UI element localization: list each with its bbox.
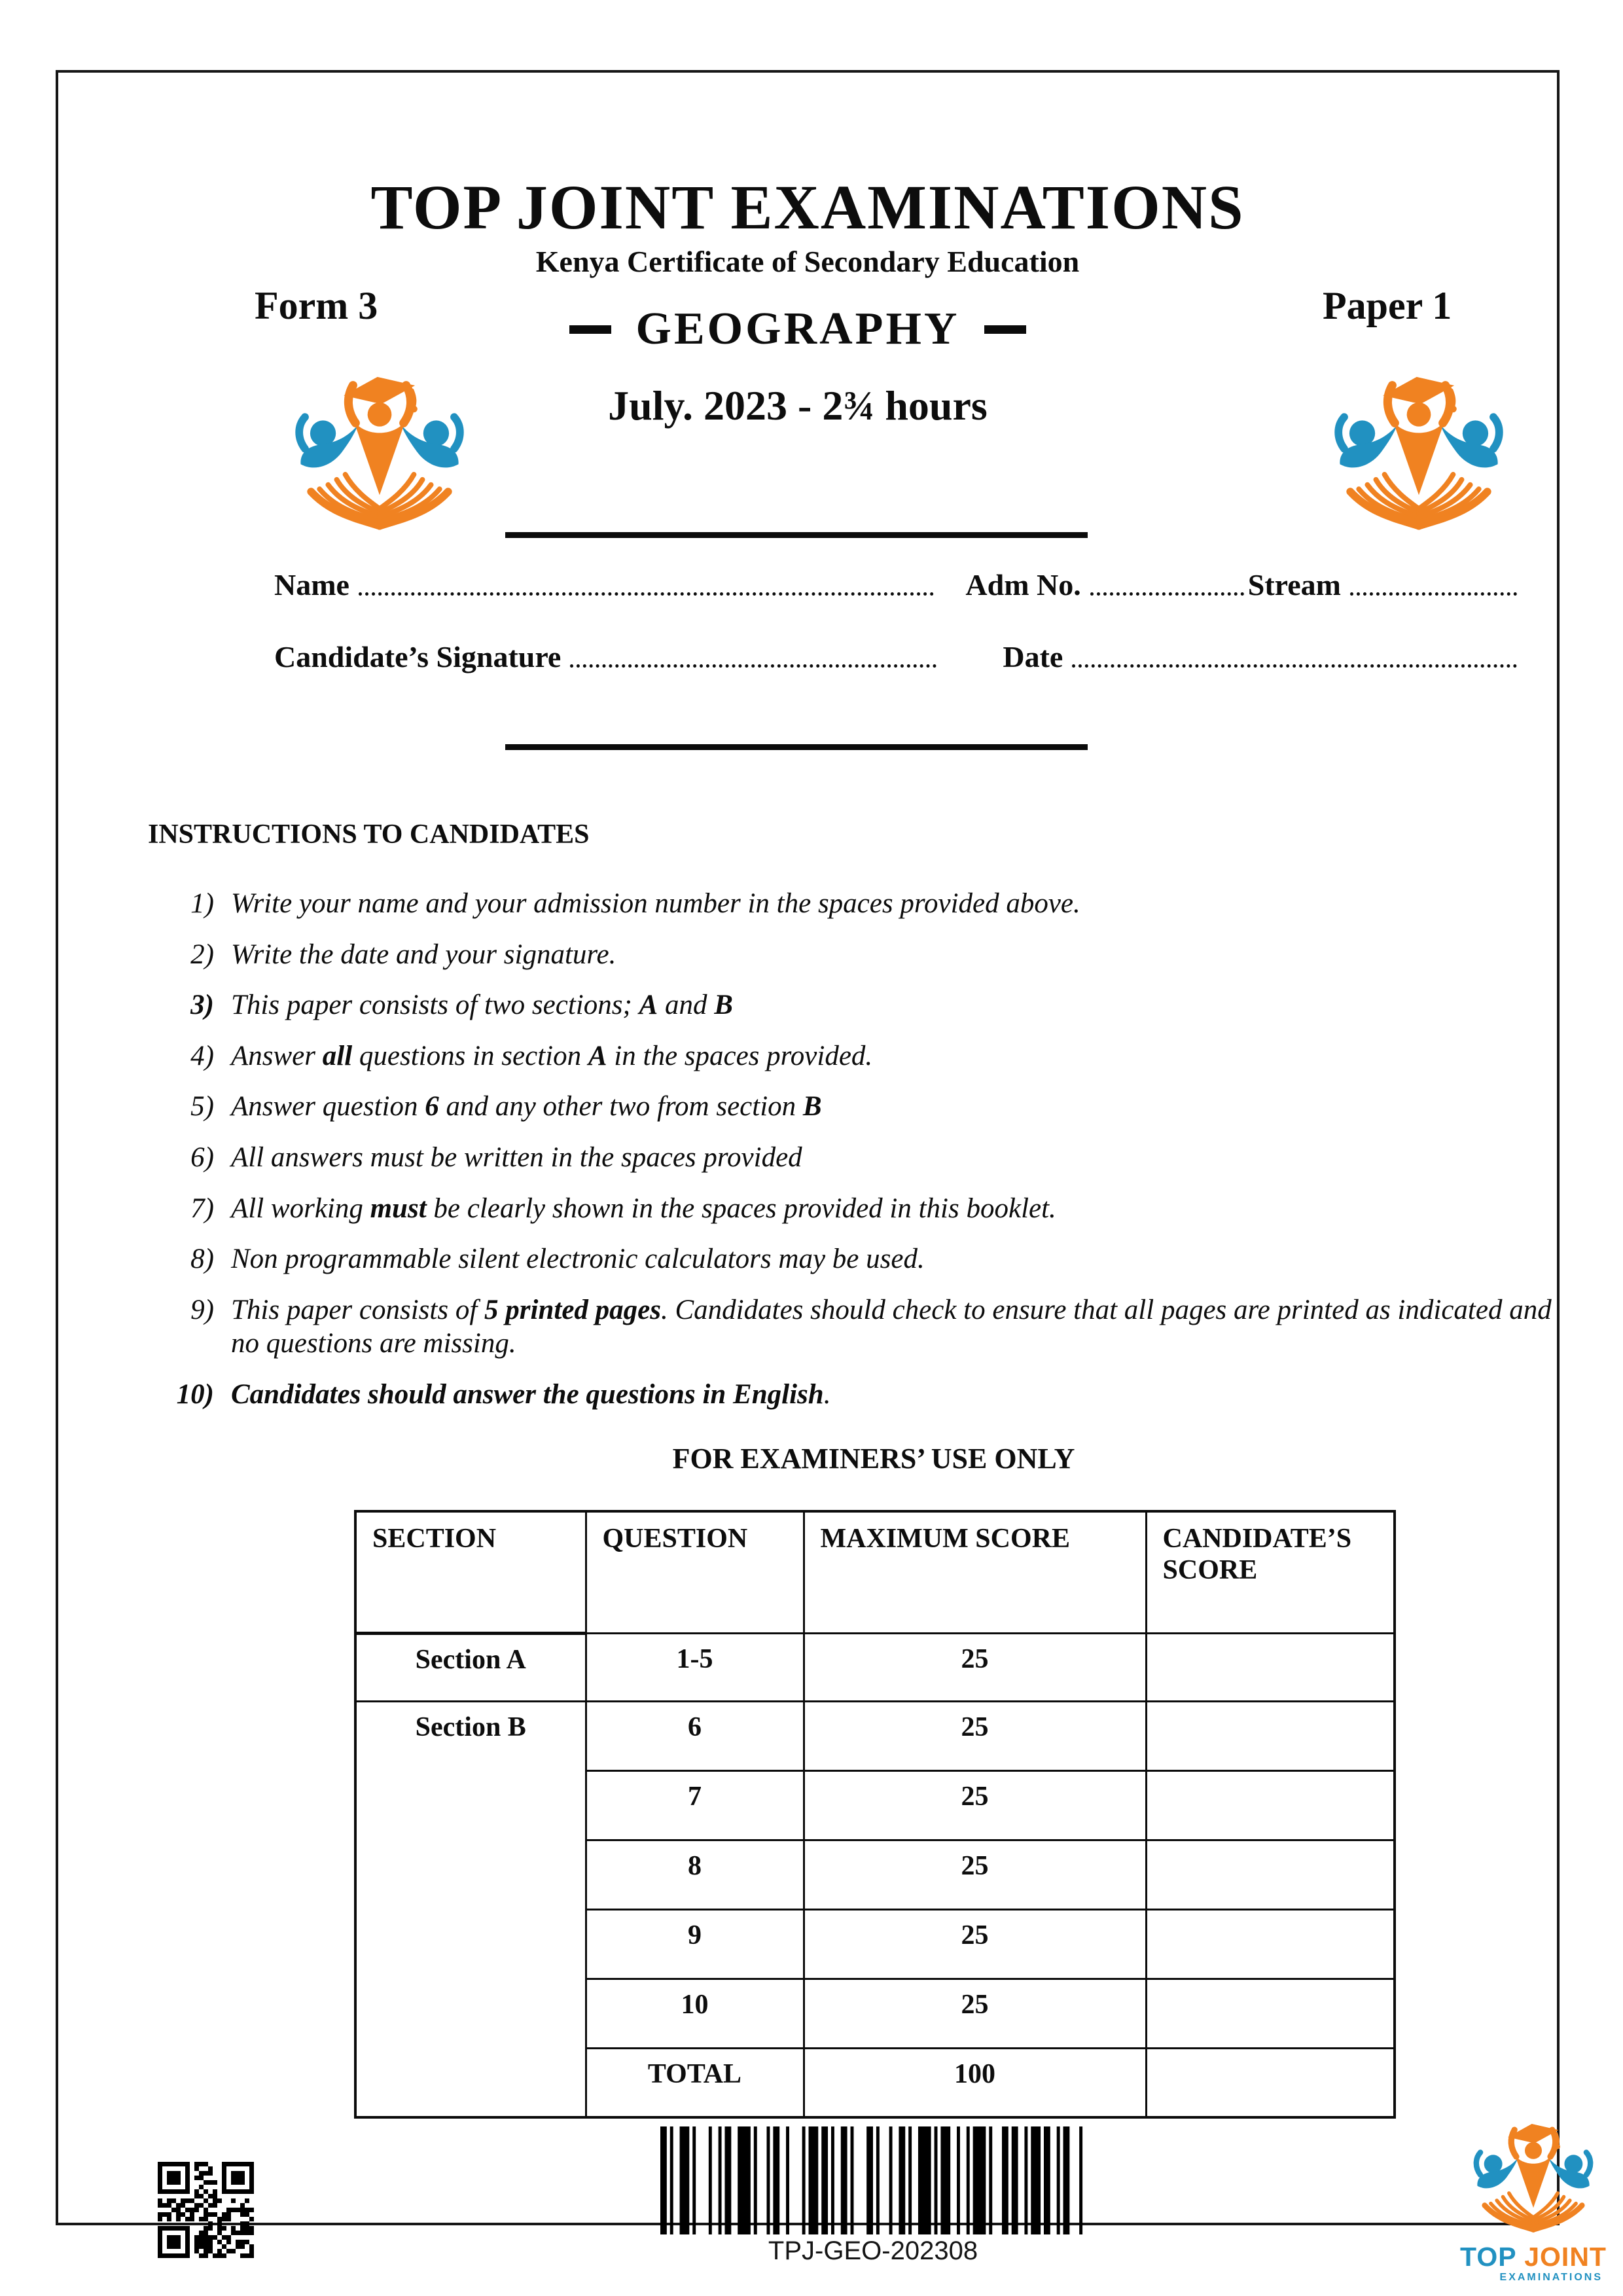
name-label: Name [274, 568, 349, 601]
max-score-cell: 25 [804, 1701, 1146, 1770]
instruction-item [156, 988, 1557, 1022]
instruction-item [156, 1293, 1557, 1361]
instruction-text: Write your name and your admission number in the spaces provided above. [231, 888, 1080, 919]
candidate-score-cell[interactable] [1146, 1979, 1395, 2048]
candidate-score-cell[interactable] [1146, 1633, 1395, 1701]
logo-word-joint: JOINT [1524, 2242, 1607, 2272]
max-score-cell: 25 [804, 1909, 1146, 1979]
question-cell: 8 [586, 1840, 804, 1909]
section-cell: Section A [355, 1633, 586, 1701]
top-joint-logo-icon [1333, 375, 1505, 542]
instruction-text: Candidates should answer the questions in English. [231, 1378, 831, 1410]
logo-left-mount [294, 375, 465, 542]
qr-code [158, 2162, 254, 2258]
col-header-max-score: MAXIMUM SCORE [804, 1511, 1146, 1633]
barcode-label: TPJ-GEO-202308 [768, 2236, 978, 2265]
candidate-details-row-1 [274, 567, 1521, 602]
instruction-item [156, 1378, 1557, 1412]
instruction-number: 8) [190, 1244, 214, 1275]
instruction-item [156, 1039, 1557, 1073]
candidate-details-row-2 [274, 639, 1521, 674]
exam-date-duration: July. 2023 - 2¾ hours [608, 382, 988, 429]
section-cell: Section B [355, 1701, 586, 2117]
subject-dash-right-icon [984, 325, 1026, 334]
section-divider-line [505, 744, 1088, 750]
examiners-table [354, 1510, 1396, 2119]
candidate-score-cell[interactable] [1146, 2048, 1395, 2117]
instruction-item [156, 1090, 1557, 1124]
candidate-score-cell[interactable] [1146, 1840, 1395, 1909]
instructions-list [156, 887, 1557, 1429]
question-cell: 9 [586, 1909, 804, 1979]
question-cell: 6 [586, 1701, 804, 1770]
bottom-logo-subtext: EXAMINATIONS [1499, 2272, 1603, 2284]
instruction-number: 5) [190, 1091, 214, 1122]
instruction-text: Write the date and your signature. [231, 939, 616, 970]
instruction-number: 1) [190, 888, 214, 919]
question-cell: 7 [586, 1770, 804, 1840]
instruction-text: Non programmable silent electronic calculators may be used. [231, 1244, 925, 1275]
instruction-item [156, 887, 1557, 921]
name-field[interactable] [359, 589, 934, 596]
instruction-number: 4) [190, 1040, 214, 1071]
paper-number: Paper 1 [1323, 284, 1452, 327]
certificate-subtitle: Kenya Certificate of Secondary Education [535, 245, 1080, 278]
instruction-text: All working must be clearly shown in the spaces provided in this booklet. [231, 1193, 1056, 1224]
form-level: Form 3 [255, 284, 378, 327]
max-score-cell: 100 [804, 2048, 1146, 2117]
subject-row [451, 303, 1145, 355]
signature-field[interactable] [570, 661, 936, 668]
question-cell: 10 [586, 1979, 804, 2048]
instruction-number: 7) [190, 1193, 214, 1224]
bottom-logo-icon-mount [1459, 2123, 1608, 2241]
date-field[interactable] [1072, 661, 1517, 668]
candidate-score-cell[interactable] [1146, 1909, 1395, 1979]
subject-title: GEOGRAPHY [635, 304, 960, 354]
instruction-item [156, 1141, 1557, 1175]
examiners-use-heading: FOR EXAMINERS’ USE ONLY [672, 1443, 1075, 1475]
top-joint-logo-icon [1472, 2123, 1594, 2241]
bottom-logo-wordmark [1459, 2244, 1608, 2270]
table-header-row [355, 1511, 1395, 1633]
instruction-item [156, 1242, 1557, 1276]
max-score-cell: 25 [804, 1770, 1146, 1840]
instruction-text: All answers must be written in the spaces provided [231, 1141, 802, 1173]
signature-label: Candidate’s Signature [274, 640, 562, 673]
col-header-section: SECTION [355, 1511, 586, 1633]
logo-word-top: TOP [1460, 2242, 1516, 2272]
instruction-text: This paper consists of two sections; A and B [231, 990, 733, 1021]
max-score-cell: 25 [804, 1840, 1146, 1909]
instruction-number: 3) [190, 990, 214, 1021]
barcode [660, 2126, 1086, 2234]
instruction-number: 6) [190, 1141, 214, 1173]
bottom-logo [1459, 2123, 1608, 2284]
instruction-text: Answer question 6 and any other two from section B [231, 1091, 822, 1122]
col-header-question: QUESTION [586, 1511, 804, 1633]
instruction-text: This paper consists of 5 printed pages. Candidates should check to ensure that all pages are printed as indicated and no questions are missing. [231, 1294, 1552, 1359]
instructions-heading: INSTRUCTIONS TO CANDIDATES [148, 819, 590, 850]
examiners-table-wrap [354, 1510, 1393, 2119]
instruction-number: 9) [190, 1294, 214, 1325]
date-label: Date [1003, 640, 1063, 673]
adm-no-field[interactable] [1090, 589, 1244, 596]
top-joint-logo-icon [294, 375, 465, 542]
question-cell: TOTAL [586, 2048, 804, 2117]
stream-label: Stream [1247, 568, 1341, 601]
table-row [355, 1633, 1395, 1701]
page-border-frame [56, 70, 1607, 2284]
adm-no-label: Adm No. [965, 568, 1081, 601]
table-row [355, 1701, 1395, 1770]
instruction-item [156, 1192, 1557, 1226]
instruction-text: Answer all questions in section A in the spaces provided. [231, 1040, 873, 1071]
exam-body-title: TOP JOINT EXAMINATIONS [370, 172, 1245, 242]
instruction-number: 2) [190, 939, 214, 970]
question-cell: 1-5 [586, 1633, 804, 1701]
header-divider-line [505, 532, 1088, 538]
instruction-number: 10) [176, 1378, 214, 1410]
logo-right-mount [1333, 375, 1505, 542]
subject-dash-left-icon [569, 325, 611, 334]
examiners-table-body [355, 1633, 1395, 2117]
max-score-cell: 25 [804, 1633, 1146, 1701]
instruction-item [156, 938, 1557, 972]
stream-field[interactable] [1350, 589, 1517, 596]
max-score-cell: 25 [804, 1979, 1146, 2048]
col-header-candidate-score: CANDIDATE’S SCORE [1146, 1511, 1395, 1633]
candidate-score-cell[interactable] [1146, 1701, 1395, 1770]
candidate-score-cell[interactable] [1146, 1770, 1395, 1840]
